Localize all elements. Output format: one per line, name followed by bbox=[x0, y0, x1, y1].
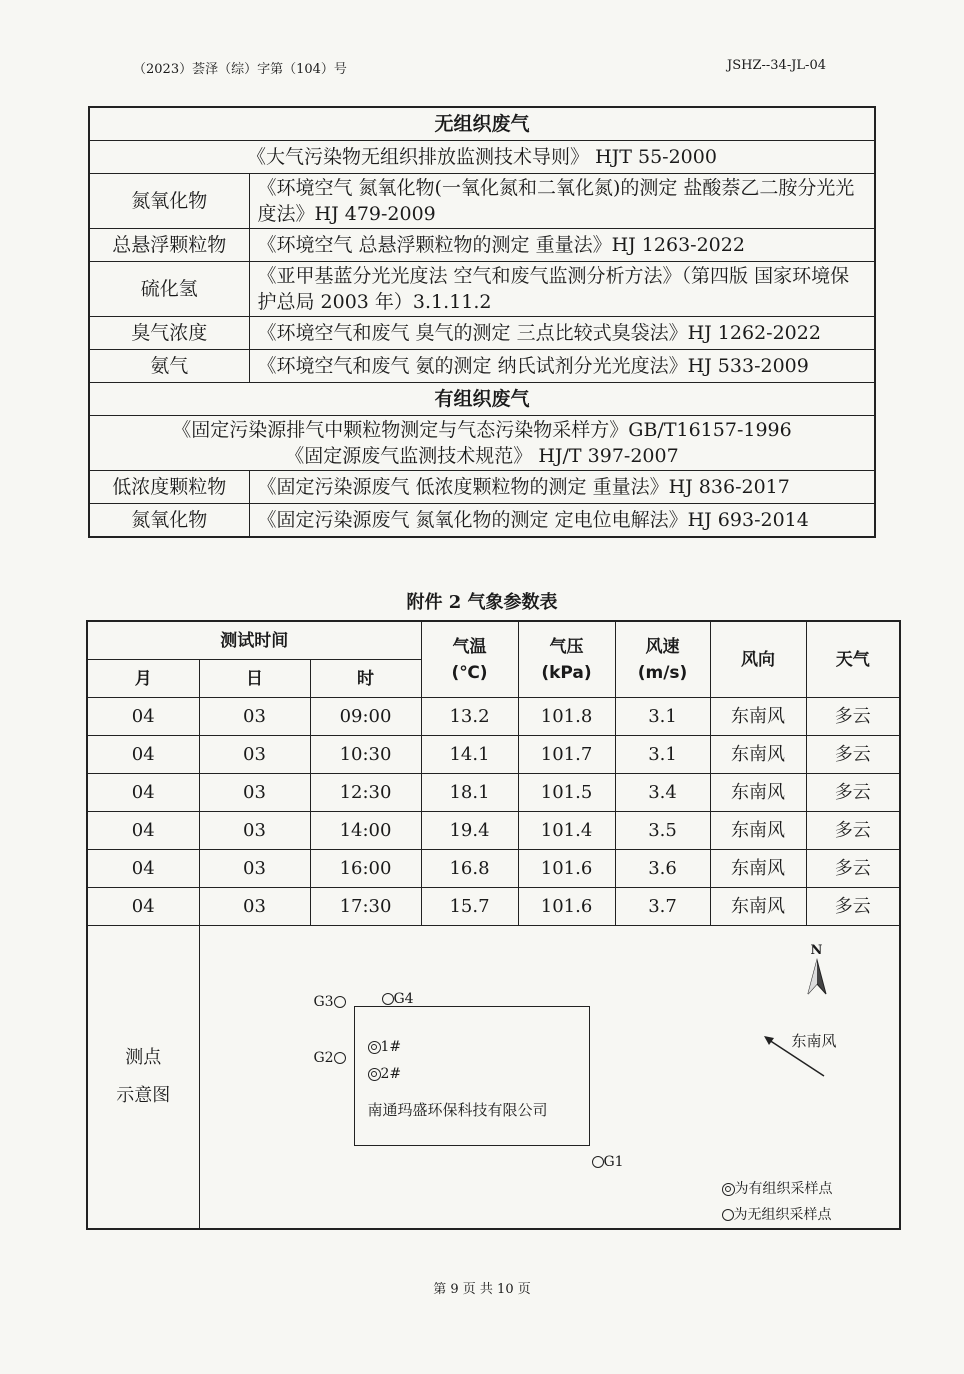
cell-weather: 多云 bbox=[806, 812, 900, 850]
cell-pressure: 101.5 bbox=[518, 774, 615, 812]
cell-day: 03 bbox=[199, 698, 310, 736]
table-row bbox=[87, 888, 900, 926]
north-arrow-icon bbox=[806, 958, 828, 998]
pollutant-name: 臭气浓度 bbox=[89, 317, 249, 350]
cell-wind-speed: 3.6 bbox=[615, 850, 710, 888]
report-number: （2023）荟泽（综）字第（104）号 bbox=[133, 62, 347, 77]
unorganized-point-icon bbox=[592, 1156, 604, 1168]
header-temperature-label: 气温 bbox=[452, 636, 487, 657]
unorganized-point-icon bbox=[722, 1209, 734, 1221]
header-temperature-unit: (℃) bbox=[451, 662, 488, 683]
cell-wind-speed: 3.4 bbox=[615, 774, 710, 812]
header-pressure bbox=[518, 621, 615, 698]
cell-pressure: 101.6 bbox=[518, 888, 615, 926]
header-wind-speed-label: 风速 bbox=[645, 636, 680, 657]
legend-unorganized-label: 为无组织采样点 bbox=[733, 1207, 832, 1223]
cell-weather: 多云 bbox=[806, 850, 900, 888]
method-text: 《环境空气和废气 氨的测定 纳氏试剂分光光度法》HJ 533-2009 bbox=[249, 350, 875, 383]
cell-day: 03 bbox=[199, 850, 310, 888]
organized-general-methods bbox=[89, 416, 875, 471]
cell-temperature: 18.1 bbox=[421, 774, 518, 812]
unorganized-general-method: 《大气污染物无组织排放监测技术导则》 HJT 55-2000 bbox=[89, 141, 875, 174]
page-number: 第 9 页 共 10 页 bbox=[433, 1282, 531, 1297]
header-day: 日 bbox=[199, 660, 310, 698]
cell-month: 04 bbox=[87, 774, 199, 812]
point-1 bbox=[368, 1034, 402, 1060]
cell-weather: 多云 bbox=[806, 774, 900, 812]
map-label-line-2: 示意图 bbox=[116, 1085, 171, 1106]
point-1-label: 1# bbox=[380, 1039, 402, 1055]
cell-weather: 多云 bbox=[806, 888, 900, 926]
organized-point-icon bbox=[368, 1068, 381, 1081]
cell-temperature: 15.7 bbox=[421, 888, 518, 926]
cell-wind-speed: 3.7 bbox=[615, 888, 710, 926]
header-test-time: 测试时间 bbox=[87, 621, 421, 660]
cell-temperature: 13.2 bbox=[421, 698, 518, 736]
cell-month: 04 bbox=[87, 888, 199, 926]
point-g1-label: G1 bbox=[603, 1154, 624, 1170]
point-g2 bbox=[314, 1045, 346, 1071]
unorganized-point-icon bbox=[382, 993, 394, 1005]
cell-wind-speed: 3.1 bbox=[615, 736, 710, 774]
cell-pressure: 101.8 bbox=[518, 698, 615, 736]
cell-wind-direction: 东南风 bbox=[710, 736, 806, 774]
header-wind-speed-unit: (m/s) bbox=[637, 662, 688, 683]
header-weather: 天气 bbox=[806, 621, 900, 698]
legend-unorganized bbox=[722, 1202, 832, 1228]
point-g2-label: G2 bbox=[313, 1050, 334, 1066]
cell-day: 03 bbox=[199, 774, 310, 812]
cell-month: 04 bbox=[87, 698, 199, 736]
pollutant-name: 低浓度颗粒物 bbox=[89, 471, 249, 504]
unorganized-point-icon bbox=[334, 996, 346, 1008]
pollutant-name: 氮氧化物 bbox=[89, 504, 249, 538]
point-2 bbox=[368, 1061, 402, 1087]
cell-wind-direction: 东南风 bbox=[710, 698, 806, 736]
table-row bbox=[87, 812, 900, 850]
map-label-line-1: 测点 bbox=[125, 1047, 162, 1068]
method-text: 《环境空气 总悬浮颗粒物的测定 重量法》HJ 1263-2022 bbox=[249, 229, 875, 262]
cell-hour: 09:00 bbox=[310, 698, 421, 736]
cell-weather: 多云 bbox=[806, 736, 900, 774]
cell-temperature: 16.8 bbox=[421, 850, 518, 888]
pollutant-name: 氨气 bbox=[89, 350, 249, 383]
organized-general-method-2: 《固定源废气监测技术规范》 HJ/T 397-2007 bbox=[285, 445, 679, 467]
cell-temperature: 19.4 bbox=[421, 812, 518, 850]
table-row bbox=[87, 698, 900, 736]
header-month: 月 bbox=[87, 660, 199, 698]
point-g1 bbox=[592, 1149, 624, 1175]
weather-table bbox=[86, 620, 901, 1230]
header-temperature bbox=[421, 621, 518, 698]
pollutant-name: 总悬浮颗粒物 bbox=[89, 229, 249, 262]
cell-hour: 10:30 bbox=[310, 736, 421, 774]
header-pressure-label: 气压 bbox=[549, 636, 584, 657]
cell-month: 04 bbox=[87, 850, 199, 888]
cell-temperature: 14.1 bbox=[421, 736, 518, 774]
cell-wind-direction: 东南风 bbox=[710, 850, 806, 888]
cell-weather: 多云 bbox=[806, 698, 900, 736]
point-g4-label: G4 bbox=[393, 991, 414, 1007]
method-text: 《固定污染源废气 低浓度颗粒物的测定 重量法》HJ 836-2017 bbox=[249, 471, 875, 504]
cell-wind-speed: 3.1 bbox=[615, 698, 710, 736]
cell-pressure: 101.7 bbox=[518, 736, 615, 774]
organized-point-icon bbox=[368, 1041, 381, 1054]
method-text: 《环境空气 氮氧化物(一氧化氮和二氧化氮)的测定 盐酸萘乙二胺分光光度法》HJ 479-2009 bbox=[249, 174, 875, 229]
table-row bbox=[87, 850, 900, 888]
wind-label: 东南风 bbox=[791, 1032, 837, 1050]
methods-table bbox=[88, 106, 876, 538]
method-text: 《固定污染源废气 氮氧化物的测定 定电位电解法》HJ 693-2014 bbox=[249, 504, 875, 538]
section-title-unorganized: 无组织废气 bbox=[89, 107, 875, 141]
organized-general-method-1: 《固定污染源排气中颗粒物测定与气态污染物采样方》GB/T16157-1996 bbox=[172, 419, 792, 441]
pollutant-name: 硫化氢 bbox=[89, 262, 249, 317]
pollutant-name: 氮氧化物 bbox=[89, 174, 249, 229]
cell-day: 03 bbox=[199, 736, 310, 774]
cell-hour: 12:30 bbox=[310, 774, 421, 812]
map-label bbox=[87, 926, 199, 1230]
cell-month: 04 bbox=[87, 736, 199, 774]
section-title-organized: 有组织废气 bbox=[89, 383, 875, 416]
method-text: 《亚甲基蓝分光光度法 空气和废气监测分析方法》（第四版 国家环境保护总局 2003 年）3.1.11.2 bbox=[249, 262, 875, 317]
header-pressure-unit: (kPa) bbox=[541, 662, 592, 683]
cell-hour: 16:00 bbox=[310, 850, 421, 888]
cell-hour: 17:30 bbox=[310, 888, 421, 926]
legend-organized bbox=[722, 1176, 833, 1202]
point-g3-label: G3 bbox=[313, 994, 334, 1010]
method-text: 《环境空气和废气 臭气的测定 三点比较式臭袋法》HJ 1262-2022 bbox=[249, 317, 875, 350]
cell-pressure: 101.4 bbox=[518, 812, 615, 850]
company-name: 南通玛盛环保科技有限公司 bbox=[367, 1101, 548, 1119]
cell-month: 04 bbox=[87, 812, 199, 850]
header-wind-direction: 风向 bbox=[710, 621, 806, 698]
form-code: JSHZ--34-JL-04 bbox=[727, 58, 826, 73]
point-g3 bbox=[314, 989, 346, 1015]
table-row bbox=[87, 736, 900, 774]
cell-wind-direction: 东南风 bbox=[710, 888, 806, 926]
cell-wind-direction: 东南风 bbox=[710, 812, 806, 850]
header-hour: 时 bbox=[310, 660, 421, 698]
point-2-label: 2# bbox=[380, 1066, 402, 1082]
organized-point-icon bbox=[722, 1183, 735, 1196]
cell-day: 03 bbox=[199, 888, 310, 926]
unorganized-point-icon bbox=[334, 1052, 346, 1064]
site-map bbox=[199, 926, 900, 1230]
table-row bbox=[87, 774, 900, 812]
cell-wind-direction: 东南风 bbox=[710, 774, 806, 812]
weather-table-caption: 附件 2 气象参数表 bbox=[406, 592, 558, 613]
cell-pressure: 101.6 bbox=[518, 850, 615, 888]
north-label: N bbox=[810, 943, 823, 958]
legend-organized-label: 为有组织采样点 bbox=[734, 1181, 833, 1197]
cell-hour: 14:00 bbox=[310, 812, 421, 850]
cell-day: 03 bbox=[199, 812, 310, 850]
header-wind-speed bbox=[615, 621, 710, 698]
cell-wind-speed: 3.5 bbox=[615, 812, 710, 850]
